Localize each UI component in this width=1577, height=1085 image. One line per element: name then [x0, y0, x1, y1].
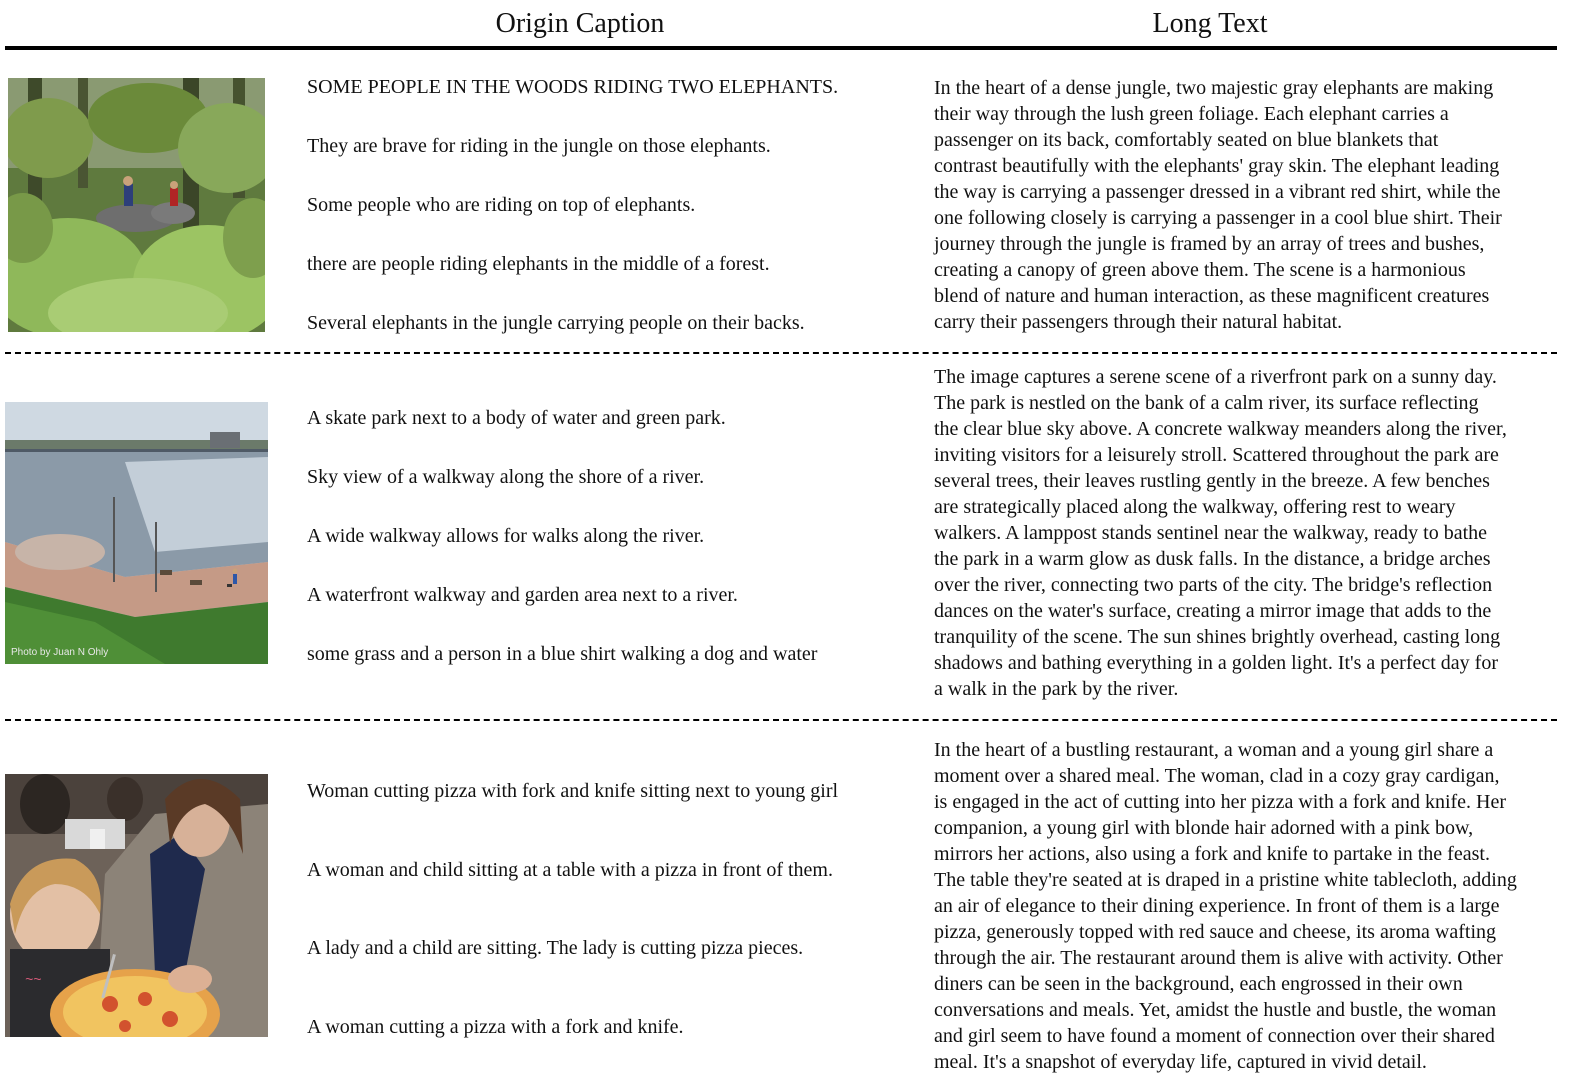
row-separator-2	[5, 719, 1557, 721]
caption-row1-1: SOME PEOPLE IN THE WOODS RIDING TWO ELEPHANTS.	[307, 76, 839, 98]
long-text-line: walkers. A lamppost stands sentinel near the walkway, ready to bathe	[934, 522, 1487, 544]
header-rule	[5, 46, 1557, 50]
long-text-line: passenger on its back, comfortably seated on blue blankets that	[934, 129, 1439, 151]
long-text-line: conversations and meals. Yet, amidst the hustle and bustle, the woman	[934, 999, 1497, 1021]
long-text-line: are strategically placed along the walkway, offering rest to weary	[934, 496, 1456, 518]
long-text-line: moment over a shared meal. The woman, clad in a cozy gray cardigan,	[934, 765, 1500, 787]
origin-caption-header: Origin Caption	[495, 8, 665, 39]
long-text-row3	[934, 737, 1574, 1075]
long-text-line: one following closely is carrying a passenger in a cool blue shirt. Their	[934, 207, 1502, 229]
long-text-header: Long Text	[1152, 8, 1268, 39]
long-text-line: companion, a young girl with blonde hair adorned with a pink bow,	[934, 817, 1474, 839]
long-text-line: The table they're seated at is draped in a pristine white tablecloth, adding	[934, 869, 1517, 891]
photo-watermark: Photo by Juan N Ohly	[11, 647, 109, 658]
long-text-line: tranquility of the scene. The sun shines brightly overhead, casting long	[934, 626, 1501, 648]
riverfront-park-image	[5, 402, 268, 664]
long-text-line: their way through the lush green foliage. Each elephant carries a	[934, 103, 1449, 125]
long-text-line: a walk in the park by the river.	[934, 678, 1179, 700]
long-text-line: In the heart of a dense jungle, two majestic gray elephants are making	[934, 77, 1494, 99]
long-text-line: inviting visitors for a leisurely stroll. Scattered throughout the park are	[934, 444, 1499, 466]
long-text-line: In the heart of a bustling restaurant, a woman and a young girl share a	[934, 739, 1494, 761]
long-text-line: through the air. The restaurant around them is alive with activity. Other	[934, 947, 1503, 969]
caption-row2-5: some grass and a person in a blue shirt walking a dog and water	[307, 643, 818, 665]
long-text-line: carry their passengers through their natural habitat.	[934, 311, 1343, 333]
long-text-line: shadows and bathing everything in a golden light. It's a perfect day for	[934, 652, 1499, 674]
caption-row2-2: Sky view of a walkway along the shore of a river.	[307, 466, 705, 488]
long-text-line: and girl seem to have found a moment of connection over their shared	[934, 1025, 1495, 1047]
caption-row1-2: They are brave for riding in the jungle on those elephants.	[307, 135, 771, 157]
caption-row3-3: A lady and a child are sitting. The lady is cutting pizza pieces.	[307, 937, 804, 959]
long-text-line: dances on the water's surface, creating a mirror image that adds to the	[934, 600, 1492, 622]
caption-row2-4: A waterfront walkway and garden area next to a river.	[307, 584, 738, 606]
svg-text:~~: ~~	[25, 971, 42, 987]
long-text-line: The image captures a serene scene of a riverfront park on a sunny day.	[934, 366, 1497, 388]
long-text-line: several trees, their leaves rustling gently in the breeze. A few benches	[934, 470, 1490, 492]
long-text-line: mirrors her actions, also using a fork and knife to partake in the feast.	[934, 843, 1490, 865]
row-separator-1	[5, 352, 1557, 354]
long-text-line: the park in a warm glow as dusk falls. In the distance, a bridge arches	[934, 548, 1491, 570]
caption-row3-4: A woman cutting a pizza with a fork and knife.	[307, 1016, 684, 1038]
long-text-row1	[934, 75, 1574, 335]
long-text-line: diners can be seen in the background, each engrossed in their own	[934, 973, 1463, 995]
caption-row3-1: Woman cutting pizza with fork and knife sitting next to young girl	[307, 780, 839, 802]
long-text-line: is engaged in the act of cutting into her pizza with a fork and knife. Her	[934, 791, 1507, 813]
caption-row1-4: there are people riding elephants in the middle of a forest.	[307, 253, 770, 275]
jungle-elephants-image	[8, 78, 265, 332]
long-text-line: journey through the jungle is framed by an array of trees and bushes,	[934, 233, 1485, 255]
woman-girl-pizza-image	[5, 774, 268, 1037]
caption-row2-1: A skate park next to a body of water and green park.	[307, 407, 726, 429]
long-text-line: over the river, connecting two parts of the city. The bridge's reflection	[934, 574, 1493, 596]
long-text-line: contrast beautifully with the elephants' gray skin. The elephant leading	[934, 155, 1500, 177]
caption-row3-2: A woman and child sitting at a table with a pizza in front of them.	[307, 859, 833, 881]
long-text-row2	[934, 364, 1574, 702]
long-text-line: blend of nature and human interaction, as these magnificent creatures	[934, 285, 1490, 307]
caption-row1-3: Some people who are riding on top of elephants.	[307, 194, 696, 216]
long-text-line: an air of elegance to their dining experience. In front of them is a large	[934, 895, 1500, 917]
long-text-line: pizza, generously topped with red sauce and cheese, its aroma wafting	[934, 921, 1497, 943]
long-text-line: creating a canopy of green above them. The scene is a harmonious	[934, 259, 1466, 281]
long-text-line: the way is carrying a passenger dressed in a vibrant red shirt, while the	[934, 181, 1501, 203]
long-text-line: The park is nestled on the bank of a calm river, its surface reflecting	[934, 392, 1479, 414]
long-text-line: the clear blue sky above. A concrete walkway meanders along the river,	[934, 418, 1507, 440]
caption-row2-3: A wide walkway allows for walks along the river.	[307, 525, 705, 547]
caption-row1-5: Several elephants in the jungle carrying people on their backs.	[307, 312, 805, 334]
long-text-line: meal. It's a snapshot of everyday life, captured in vivid detail.	[934, 1051, 1427, 1073]
